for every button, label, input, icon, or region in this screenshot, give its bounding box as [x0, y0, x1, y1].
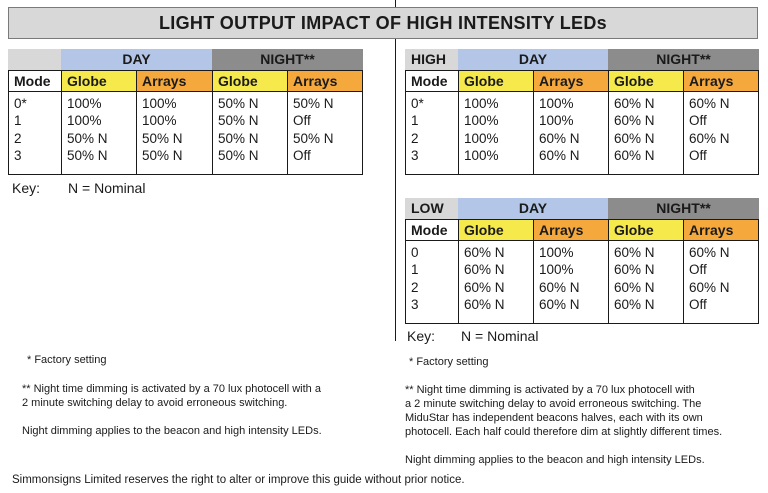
- left-night-note: [22, 382, 321, 410]
- note-line: ** Night time dimming is activated by a 70 lux photocell with: [405, 384, 695, 396]
- low-col-mode: [406, 241, 459, 323]
- table-cell: 50% N: [218, 96, 259, 111]
- table-cell: 3: [411, 147, 419, 163]
- table-cell: Off: [689, 113, 707, 129]
- low-col-day-arrays: [534, 241, 609, 323]
- left-table: [8, 70, 363, 175]
- left-factory-note: * Factory setting: [27, 354, 107, 366]
- left-applies-note: Night dimming applies to the beacon and high intensity LEDs.: [22, 425, 322, 437]
- high-group-label: HIGH: [405, 49, 458, 70]
- high-day-header: DAY: [458, 49, 608, 70]
- left-col-night-arrays: [288, 92, 362, 174]
- table-cell: 60% N: [689, 245, 730, 260]
- note-line: a 2 minute switching delay to avoid erroneous switching. The: [405, 398, 702, 410]
- table-cell: 50% N: [218, 147, 259, 163]
- table-cell: 100%: [142, 96, 177, 111]
- table-cell: 50% N: [67, 130, 108, 146]
- high-col-header-day-globe: Globe: [459, 71, 534, 92]
- high-night-header: NIGHT**: [608, 49, 759, 70]
- footer-disclaimer: Simmonsigns Limited reserves the right to alter or improve this guide without prior notice.: [12, 474, 465, 486]
- low-night-header: NIGHT**: [608, 198, 759, 219]
- high-col-header-night-globe: Globe: [609, 71, 684, 92]
- table-cell: 100%: [539, 113, 574, 129]
- high-col-night-globe: [609, 92, 684, 174]
- key-text: N = Nominal: [461, 328, 539, 344]
- left-day-header: DAY: [61, 49, 212, 70]
- table-cell: 50% N: [142, 147, 183, 163]
- table-cell: 1: [411, 262, 419, 278]
- high-col-night-arrays: [684, 92, 758, 174]
- high-col-header-day-arrays: Arrays: [534, 71, 609, 92]
- top-tick-mark: [395, 0, 396, 7]
- low-table: [405, 219, 759, 324]
- left-table-panel: [8, 49, 363, 175]
- left-col-header-night-arrays: Arrays: [288, 71, 362, 92]
- table-cell: 60% N: [539, 279, 580, 295]
- table-cell: 60% N: [689, 96, 730, 111]
- left-col-mode: [9, 92, 62, 174]
- table-cell: 60% N: [464, 279, 505, 295]
- table-cell: 100%: [464, 130, 499, 146]
- table-cell: 100%: [539, 245, 574, 260]
- left-col-header-mode: Mode: [9, 71, 62, 92]
- table-cell: 60% N: [614, 262, 655, 278]
- table-cell: 50% N: [293, 96, 334, 111]
- table-cell: Off: [689, 296, 707, 312]
- low-col-header-night-globe: Globe: [609, 220, 684, 241]
- table-cell: 60% N: [614, 96, 655, 111]
- high-table: [405, 70, 759, 175]
- table-cell: 60% N: [614, 279, 655, 295]
- note-line: photocell. Each half could therefore dim at slightly different times.: [405, 426, 723, 438]
- right-key: [407, 328, 538, 344]
- table-cell: 0*: [411, 96, 424, 111]
- note-line: ** Night time dimming is activated by a 70 lux photocell with a: [22, 383, 321, 395]
- high-col-day-globe: [459, 92, 534, 174]
- low-group-label: LOW: [405, 198, 458, 219]
- table-cell: 2: [14, 130, 22, 146]
- table-cell: 60% N: [614, 130, 655, 146]
- low-day-header: DAY: [458, 198, 608, 219]
- low-col-header-night-arrays: Arrays: [684, 220, 758, 241]
- left-col-header-night-globe: Globe: [213, 71, 288, 92]
- table-cell: Off: [689, 262, 707, 278]
- low-col-night-arrays: [684, 241, 758, 323]
- page-title: LIGHT OUTPUT IMPACT OF HIGH INTENSITY LEDs: [8, 7, 758, 39]
- table-cell: 60% N: [614, 113, 655, 129]
- right-night-note: [405, 383, 722, 439]
- high-col-day-arrays: [534, 92, 609, 174]
- table-cell: 2: [411, 130, 419, 146]
- key-label: Key:: [407, 328, 436, 344]
- table-cell: 50% N: [218, 130, 259, 146]
- key-text: N = Nominal: [68, 180, 146, 196]
- table-cell: 60% N: [539, 296, 580, 312]
- table-cell: 60% N: [689, 279, 730, 295]
- left-col-header-day-arrays: Arrays: [137, 71, 213, 92]
- low-col-header-day-globe: Globe: [459, 220, 534, 241]
- low-col-day-globe: [459, 241, 534, 323]
- table-cell: 50% N: [67, 147, 108, 163]
- table-cell: 60% N: [539, 130, 580, 146]
- table-cell: 0*: [14, 96, 27, 111]
- table-cell: 100%: [67, 113, 102, 129]
- table-cell: 3: [14, 147, 22, 163]
- left-col-day-globe: [62, 92, 137, 174]
- high-table-panel: [405, 49, 759, 175]
- table-cell: 60% N: [689, 130, 730, 146]
- high-col-header-mode: Mode: [406, 71, 459, 92]
- table-cell: 60% N: [614, 147, 655, 163]
- table-cell: 60% N: [614, 245, 655, 260]
- left-col-header-day-globe: Globe: [62, 71, 137, 92]
- table-cell: 60% N: [614, 296, 655, 312]
- table-cell: 50% N: [142, 130, 183, 146]
- low-table-panel: [405, 198, 759, 324]
- table-cell: 2: [411, 279, 419, 295]
- note-line: MiduStar has independent beacons halves, each with its own: [405, 412, 703, 424]
- table-cell: 1: [411, 113, 419, 129]
- high-col-mode: [406, 92, 459, 174]
- table-cell: 0: [411, 245, 419, 260]
- table-cell: 60% N: [464, 296, 505, 312]
- table-cell: 60% N: [539, 147, 580, 163]
- left-group-label: [8, 49, 61, 70]
- low-col-header-mode: Mode: [406, 220, 459, 241]
- table-cell: Off: [293, 147, 311, 163]
- table-cell: 60% N: [464, 245, 505, 260]
- high-col-header-night-arrays: Arrays: [684, 71, 758, 92]
- right-factory-note: * Factory setting: [409, 356, 489, 368]
- table-cell: 1: [14, 113, 22, 129]
- table-cell: 100%: [464, 147, 499, 163]
- left-night-header: NIGHT**: [212, 49, 363, 70]
- table-cell: 100%: [464, 96, 499, 111]
- left-col-night-globe: [213, 92, 288, 174]
- left-key: [12, 180, 145, 196]
- table-cell: 60% N: [464, 262, 505, 278]
- key-label: Key:: [12, 180, 41, 196]
- table-cell: 100%: [142, 113, 177, 129]
- table-cell: 100%: [539, 262, 574, 278]
- vertical-divider: [395, 39, 396, 341]
- low-col-header-day-arrays: Arrays: [534, 220, 609, 241]
- table-cell: 100%: [539, 96, 574, 111]
- table-cell: 50% N: [218, 113, 259, 129]
- table-cell: Off: [293, 113, 311, 129]
- left-col-day-arrays: [137, 92, 213, 174]
- table-cell: 50% N: [293, 130, 334, 146]
- right-applies-note: Night dimming applies to the beacon and high intensity LEDs.: [405, 454, 705, 466]
- table-cell: 3: [411, 296, 419, 312]
- low-col-night-globe: [609, 241, 684, 323]
- table-cell: 100%: [67, 96, 102, 111]
- table-cell: Off: [689, 147, 707, 163]
- table-cell: 100%: [464, 113, 499, 129]
- note-line: 2 minute switching delay to avoid erroneous switching.: [22, 397, 288, 409]
